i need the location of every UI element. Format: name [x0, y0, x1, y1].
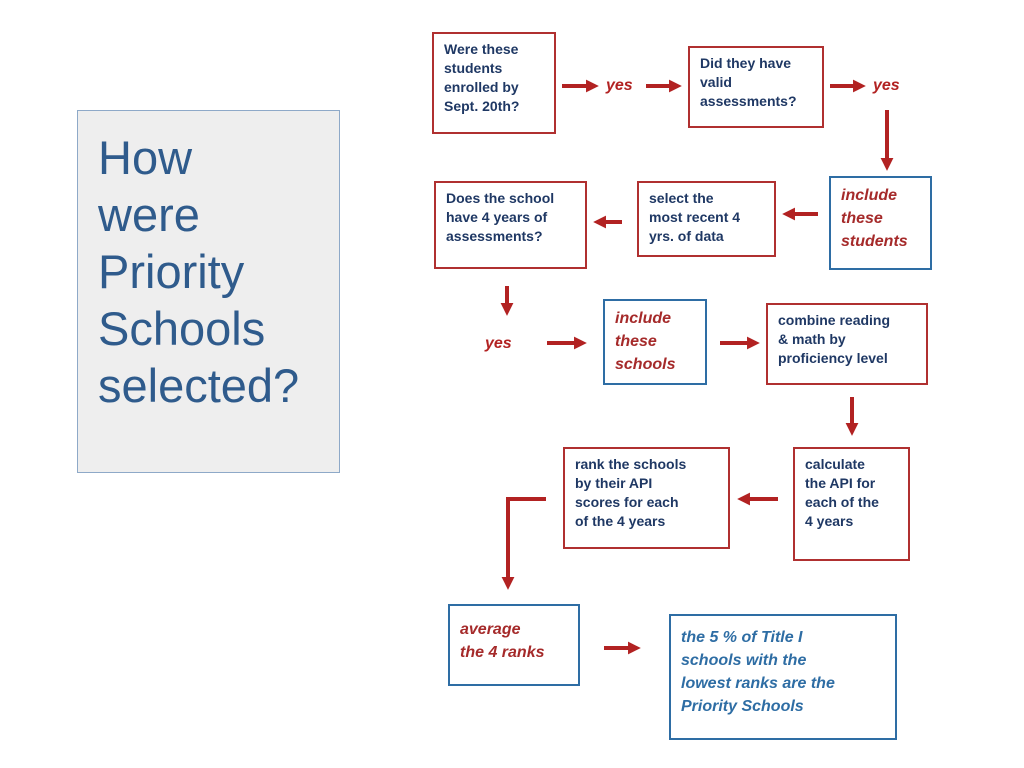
box-line: lowest ranks are the — [681, 675, 835, 692]
title-line: Schools — [98, 302, 266, 355]
box-line: select the — [649, 190, 714, 206]
title-line: How — [98, 131, 193, 184]
box-line: by their API — [575, 475, 653, 491]
box-line: most recent 4 — [649, 209, 741, 225]
title-line: selected? — [98, 359, 300, 412]
box-line: students — [444, 60, 503, 76]
box-line: the API for — [805, 475, 876, 491]
box-line: the 5 % of Title I — [681, 629, 803, 646]
box-line: average — [460, 621, 521, 638]
box-line: assessments? — [700, 93, 797, 109]
box-line: schools — [615, 356, 676, 373]
box-line: 4 years — [805, 513, 854, 529]
box-line: scores for each — [575, 494, 679, 510]
box-line: yrs. of data — [649, 228, 724, 244]
box-line: each of the — [805, 494, 879, 510]
box-line: students — [841, 233, 908, 250]
box-line: & math by — [778, 331, 846, 347]
box-line: include — [841, 187, 898, 204]
box-line: Does the school — [446, 190, 555, 206]
box-line: these — [841, 210, 883, 227]
box-line: the 4 ranks — [460, 644, 545, 661]
yes-label: yes — [485, 335, 512, 352]
box-line: schools with the — [681, 652, 807, 669]
box-line: these — [615, 333, 657, 350]
box-line: of the 4 years — [575, 513, 666, 529]
box-line: include — [615, 310, 672, 327]
yes-label: yes — [606, 77, 633, 94]
box-line: combine reading — [778, 312, 891, 328]
box-line: valid — [700, 74, 732, 90]
box-line: enrolled by — [444, 79, 519, 95]
box-line: Priority Schools — [681, 698, 804, 715]
box-line: Were these — [444, 41, 519, 57]
box-line: assessments? — [446, 228, 543, 244]
yes-label: yes — [873, 77, 900, 94]
arrow-elbow — [508, 499, 546, 586]
box-line: have 4 years of — [446, 209, 548, 225]
box-line: rank the schools — [575, 456, 687, 472]
title-line: were — [98, 188, 200, 241]
box-line: Did they have — [700, 55, 792, 71]
box-line: Sept. 20th? — [444, 98, 520, 114]
box-line: calculate — [805, 456, 865, 472]
box-line: proficiency level — [778, 350, 888, 366]
title-line: Priority — [98, 245, 245, 298]
